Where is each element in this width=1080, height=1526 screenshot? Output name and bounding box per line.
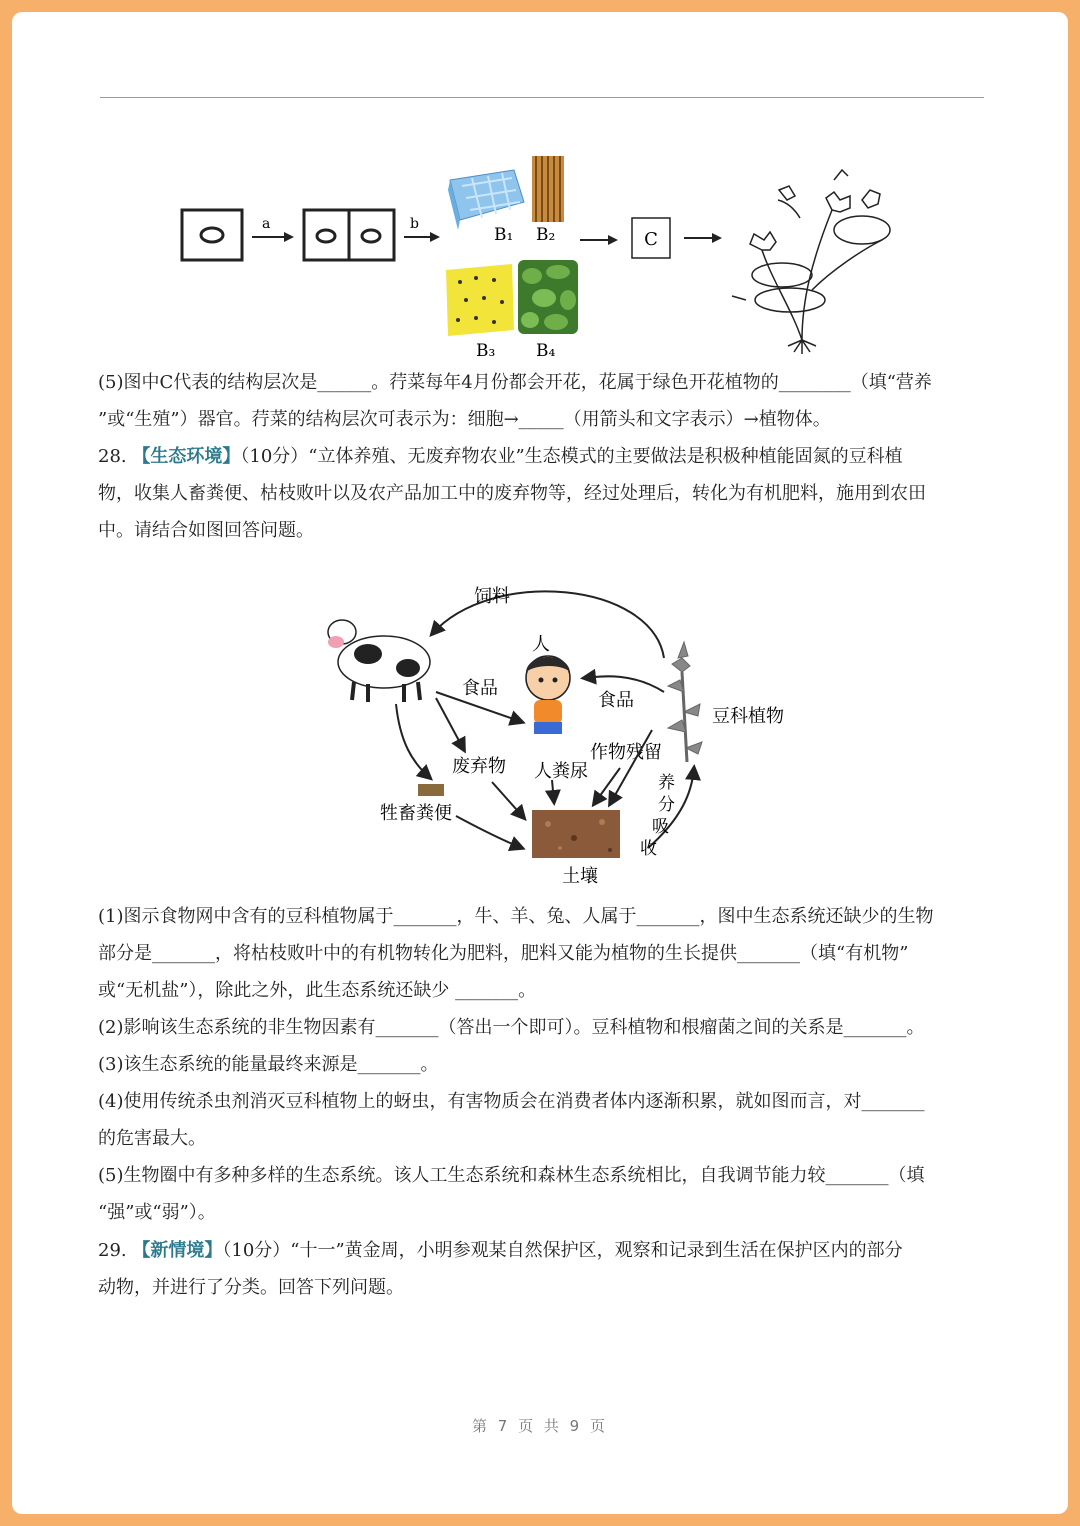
q29-line2: 动物，并进行了分类。回答下列问题。 (98, 1277, 404, 1298)
q28-tag: 【生态环境】 (132, 446, 241, 467)
label-soil: 土壤 (562, 866, 598, 887)
label-excrement: 人粪尿 (534, 761, 588, 782)
header-rule (100, 97, 984, 98)
label-person: 人 (532, 634, 550, 655)
label-food-left: 食品 (462, 678, 498, 699)
q28-2: (2)影响该生态系统的非生物因素有_______（答出一个即可）。豆科植物和根瘤菌之间的关系是_______。 (98, 1017, 925, 1038)
page-footer: 第 7 页 共 9 页 (472, 1417, 608, 1435)
manure-pile (418, 784, 444, 796)
person-illustration (526, 656, 570, 734)
cell-structure-diagram (172, 140, 912, 365)
q28-1-line2: 部分是_______，将枯枝败叶中的有机物转化为肥料，肥料又能为植物的生长提供_______（填“有机物” (98, 943, 909, 964)
q29-number: 29. (98, 1240, 127, 1261)
question-29-stem (98, 1232, 988, 1306)
q28-5-line1: (5)生物圈中有多种多样的生态系统。该人工生态系统和森林生态系统相比，自我调节能力较_______（填 (98, 1165, 925, 1186)
label-manure: 牲畜粪便 (380, 803, 452, 824)
question-27-5 (98, 364, 988, 438)
q27-5-line1: (5)图中C代表的结构层次是______。荇菜每年4月份都会开花，花属于绿色开花植物的________（填“营养 (98, 372, 932, 393)
question-28-stem (98, 438, 988, 549)
label-feed: 饲料 (474, 586, 510, 607)
label-legume: 豆科植物 (712, 706, 784, 727)
q28-4-line1: (4)使用传统杀虫剂消灭豆科植物上的蚜虫，有害物质会在消费者体内逐渐积累，就如图而言，对_______ (98, 1091, 925, 1112)
label-b4: B₄ (536, 341, 556, 361)
label-waste: 废弃物 (452, 756, 506, 777)
label-b2: B₂ (536, 225, 556, 245)
arrow-a-label: a (262, 216, 271, 232)
arrow-b-label: b (410, 216, 419, 232)
label-nutrient-absorb: 养分吸收 (640, 773, 675, 859)
ecosystem-diagram (312, 572, 812, 892)
document-page (12, 12, 1068, 1514)
tissue-b2-image (532, 156, 564, 222)
question-28-subquestions (98, 898, 988, 1231)
label-b1: B₁ (494, 225, 514, 245)
label-b3: B₃ (476, 341, 496, 361)
label-c: C (644, 229, 658, 250)
q28-1-line3: 或“无机盐”），除此之外，此生态系统还缺少 _______。 (98, 980, 537, 1001)
q28-line2: 物，收集人畜粪便、枯枝败叶以及农产品加工中的废弃物等，经过处理后，转化为有机肥料，施用到农田 (98, 483, 926, 504)
tissue-b4-image (518, 260, 578, 334)
q28-number: 28. (98, 446, 127, 467)
q28-1-line1: (1)图示食物网中含有的豆科植物属于_______，牛、羊、兔、人属于_______，图中生态系统还缺少的生物 (98, 906, 934, 927)
soil-image (532, 810, 620, 858)
tissue-b3-image (446, 264, 514, 336)
cow-illustration (328, 620, 430, 702)
q28-4-line2: 的危害最大。 (98, 1128, 206, 1149)
q28-text1: （10分）“立体养殖、无废弃物农业”生态模式的主要做法是积极种植能固氮的豆科植 (240, 446, 903, 467)
label-crop-residue: 作物残留 (590, 742, 662, 763)
q29-tag: 【新情境】 (132, 1240, 223, 1261)
q28-3: (3)该生态系统的能量最终来源是_______。 (98, 1054, 439, 1075)
tissue-b1-image (448, 170, 524, 230)
q29-text1: （10分）“十一”黄金周，小明参观某自然保护区，观察和记录到生活在保护区内的部分 (222, 1240, 903, 1261)
label-food-right: 食品 (598, 690, 634, 711)
q29-line1 (98, 1232, 988, 1269)
legume-plant-illustration (668, 642, 702, 762)
q28-5-line2: “强”或“弱”）。 (98, 1202, 216, 1223)
q27-5-line2: ”或“生殖”）器官。荇菜的结构层次可表示为：细胞→_____（用箭头和文字表示）→植物体。 (98, 409, 831, 430)
water-plant-drawing (732, 170, 890, 354)
q28-line3: 中。请结合如图回答问题。 (98, 520, 314, 541)
q28-line1 (98, 438, 988, 475)
